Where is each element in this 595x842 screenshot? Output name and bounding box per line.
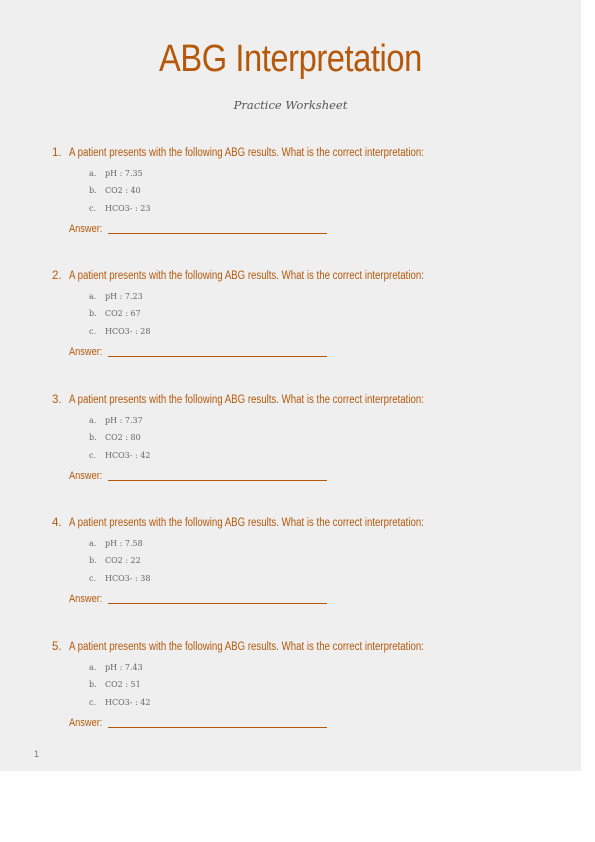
item-value: HCO3- : 42	[105, 451, 151, 460]
item-value: CO2 : 40	[105, 186, 141, 195]
page-title: ABG Interpretation	[158, 38, 422, 80]
question-number: 4.	[52, 517, 62, 529]
item-value: CO2 : 51	[105, 680, 141, 689]
question-number: 1.	[52, 147, 62, 159]
item-letter: a.	[89, 169, 97, 178]
item-letter: b.	[89, 309, 97, 318]
answer-label: Answer:	[69, 346, 103, 358]
item-letter: c.	[89, 574, 97, 583]
item-letter: b.	[89, 433, 97, 442]
item-letter: c.	[89, 698, 97, 707]
page-number: 1	[34, 749, 40, 759]
item-value: HCO3- : 42	[105, 698, 151, 707]
answer-field[interactable]	[108, 603, 327, 604]
question-text: A patient presents with the following ABG results. What is the correct interpretation:	[69, 270, 424, 282]
item-value: HCO3- : 28	[105, 327, 151, 336]
question-text: A patient presents with the following ABG results. What is the correct interpretation:	[69, 147, 424, 159]
answer-label: Answer:	[69, 470, 103, 482]
item-value: HCO3- : 23	[105, 204, 151, 213]
question-text: A patient presents with the following ABG results. What is the correct interpretation:	[69, 517, 424, 529]
question-number: 5.	[52, 641, 62, 653]
page-subtitle: Practice Worksheet	[233, 98, 348, 112]
item-value: pH : 7.23	[105, 292, 143, 301]
answer-label: Answer:	[69, 223, 103, 235]
item-letter: c.	[89, 327, 97, 336]
item-letter: c.	[89, 204, 97, 213]
list-item	[0, 416, 581, 429]
item-letter: b.	[89, 556, 97, 565]
list-item	[0, 680, 581, 693]
item-value: HCO3- : 38	[105, 574, 151, 583]
item-letter: b.	[89, 186, 97, 195]
item-value: pH : 7.37	[105, 416, 143, 425]
question-number: 2.	[52, 270, 62, 282]
answer-field[interactable]	[108, 233, 327, 234]
item-letter: a.	[89, 539, 97, 548]
list-item	[0, 698, 581, 711]
list-item	[0, 539, 581, 552]
item-letter: b.	[89, 680, 97, 689]
answer-label: Answer:	[69, 717, 103, 729]
list-item	[0, 204, 581, 217]
list-item	[0, 309, 581, 322]
list-item	[0, 292, 581, 305]
list-item	[0, 451, 581, 464]
answer-label: Answer:	[69, 593, 103, 605]
item-value: pH : 7.43	[105, 663, 143, 672]
question-number: 3.	[52, 394, 62, 406]
item-letter: a.	[89, 416, 97, 425]
item-value: CO2 : 67	[105, 309, 141, 318]
list-item	[0, 169, 581, 182]
item-value: CO2 : 80	[105, 433, 141, 442]
list-item	[0, 574, 581, 587]
list-item	[0, 663, 581, 676]
list-item	[0, 433, 581, 446]
list-item	[0, 186, 581, 199]
item-value: pH : 7.35	[105, 169, 143, 178]
item-letter: a.	[89, 292, 97, 301]
list-item	[0, 327, 581, 340]
item-letter: a.	[89, 663, 97, 672]
item-value: CO2 : 22	[105, 556, 141, 565]
answer-field[interactable]	[108, 727, 327, 728]
item-value: pH : 7.58	[105, 539, 143, 548]
answer-field[interactable]	[108, 356, 327, 357]
question-text: A patient presents with the following ABG results. What is the correct interpretation:	[69, 641, 424, 653]
item-letter: c.	[89, 451, 97, 460]
list-item	[0, 556, 581, 569]
question-text: A patient presents with the following ABG results. What is the correct interpretation:	[69, 394, 424, 406]
answer-field[interactable]	[108, 480, 327, 481]
